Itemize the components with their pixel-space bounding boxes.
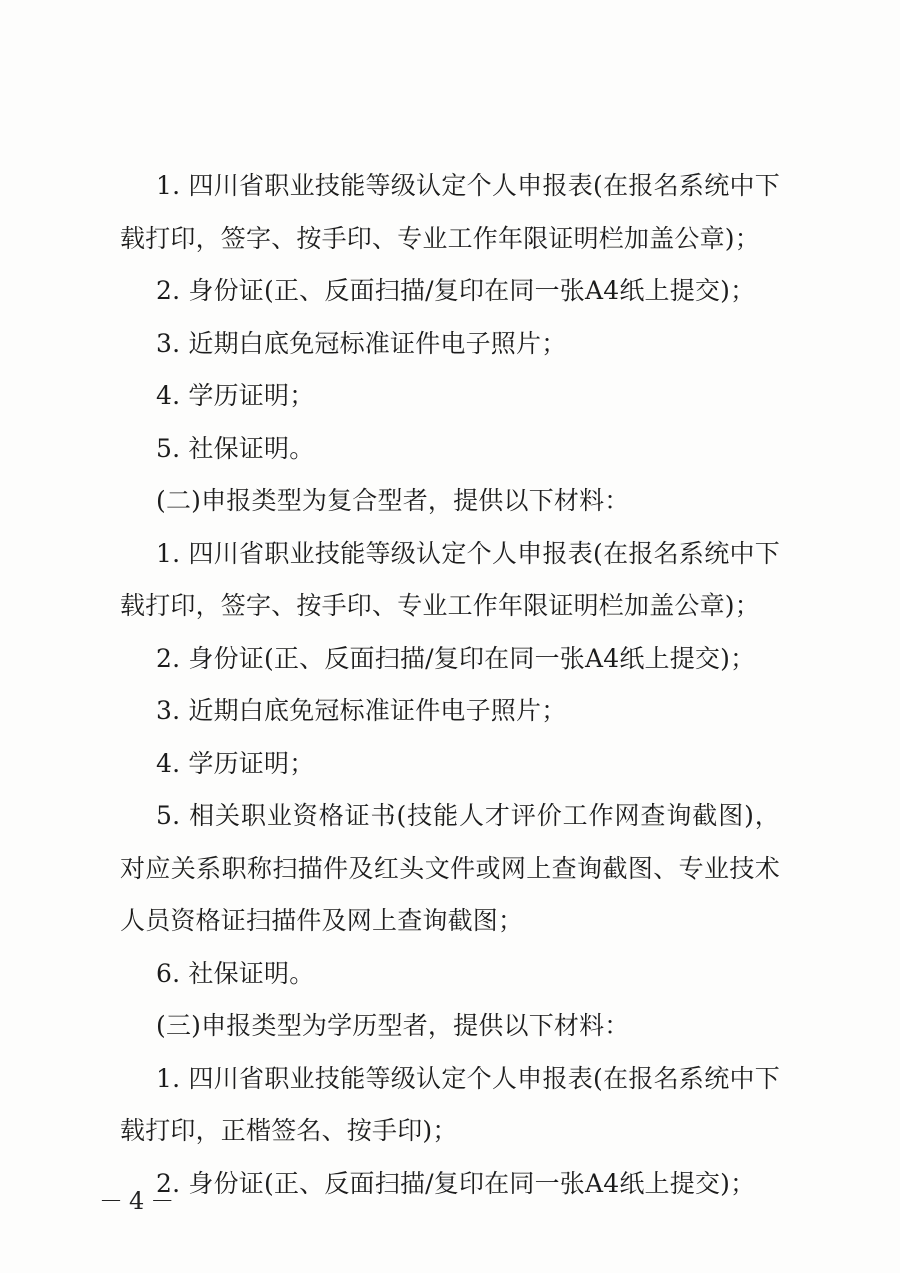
paragraph: 3. 近期白底免冠标准证件电子照片； <box>156 328 567 358</box>
paragraph: 2. 身份证(正、反面扫描/复印在同一张A4纸上提交)； <box>156 276 756 305</box>
paragraph: 3. 近期白底免冠标准证件电子照片； <box>156 696 567 725</box>
page-number: －4－ <box>99 1187 181 1215</box>
paragraph: 1. 四川省职业技能等级认定个人申报表(在报名系统中下载打印，签字、按手印、专业工作年限证明栏加盖公章)； <box>120 538 780 620</box>
paragraph: 6. 社保证明。 <box>156 958 315 988</box>
document-body <box>120 160 780 1210</box>
section-heading: (三)申报类型为学历型者，提供以下材料： <box>156 1011 630 1040</box>
paragraph: 1. 四川省职业技能等级认定个人申报表(在报名系统中下载打印，签字、按手印、专业工作年限证明栏加盖公章)； <box>120 171 780 253</box>
paragraph: 4. 学历证明； <box>156 748 315 778</box>
paragraph: 1. 四川省职业技能等级认定个人申报表(在报名系统中下载打印，正楷签名、按手印)； <box>120 1063 780 1145</box>
paragraph: 5. 相关职业资格证书(技能人才评价工作网查询截图)，对应关系职称扫描件及红头文件或网上查询截图、专业技术人员资格证扫描件及网上查询截图； <box>120 801 780 935</box>
section-heading: (二)申报类型为复合型者，提供以下材料： <box>156 486 630 515</box>
paragraph: 5. 社保证明。 <box>156 433 315 463</box>
paragraph: 2. 身份证(正、反面扫描/复印在同一张A4纸上提交)； <box>156 1168 756 1198</box>
paragraph: 4. 学历证明； <box>156 381 315 410</box>
paragraph: 2. 身份证(正、反面扫描/复印在同一张A4纸上提交)； <box>156 643 756 673</box>
